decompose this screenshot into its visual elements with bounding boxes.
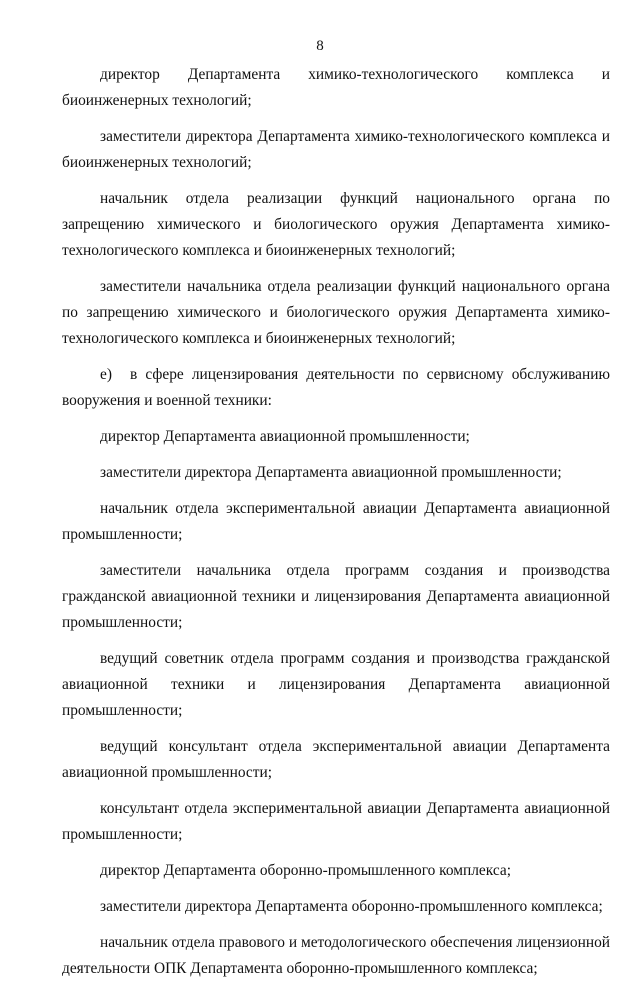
paragraph: заместители директора Департамента авиационной промышленности; bbox=[100, 464, 562, 481]
list-item-paragraph bbox=[62, 362, 610, 414]
list-item-text: в сфере лицензирования деятельности по сервисному обслуживанию вооружения и военной техники: bbox=[62, 366, 610, 409]
paragraph: директор Департамента авиационной промышленности; bbox=[100, 428, 470, 445]
paragraph: заместители начальника отдела программ создания и производства гражданской авиационной техники и лицензирования Департамента авиационной промышленности; bbox=[62, 562, 610, 631]
paragraph: ведущий советник отдела программ создания и производства гражданской авиационной техники и лицензирования Департамента авиационной промышленности; bbox=[62, 650, 610, 719]
paragraph: ведущий консультант отдела экспериментальной авиации Департамента авиационной промышленности; bbox=[62, 738, 610, 781]
page-number: 8 bbox=[316, 38, 324, 54]
paragraph: директор Департамента оборонно-промышленного комплекса; bbox=[100, 862, 511, 879]
paragraph: заместители директора Департамента оборонно-промышленного комплекса; bbox=[100, 898, 603, 915]
list-marker: е) bbox=[100, 366, 112, 383]
document-body bbox=[62, 62, 610, 982]
paragraph: консультант отдела экспериментальной авиации Департамента авиационной промышленности; bbox=[62, 800, 610, 843]
paragraph: начальник отдела экспериментальной авиации Департамента авиационной промышленности; bbox=[62, 500, 610, 543]
paragraph: директор Департамента химико-технологического комплекса и биоинженерных технологий; bbox=[62, 66, 610, 109]
paragraph: начальник отдела правового и методологического обеспечения лицензионной деятельности ОПК Департамента оборонно-промышленного комплекса; bbox=[62, 934, 610, 977]
paragraph: заместители директора Департамента химико-технологического комплекса и биоинженерных технологий; bbox=[62, 128, 610, 171]
paragraph: заместители начальника отдела реализации функций национального органа по запрещению химического и биологического оружия Департамента химико-технологического комплекса и биоинженерных технологий; bbox=[62, 278, 610, 347]
paragraph: начальник отдела реализации функций национального органа по запрещению химического и биологического оружия Департамента химико-технологического комплекса и биоинженерных технологий; bbox=[62, 190, 610, 259]
